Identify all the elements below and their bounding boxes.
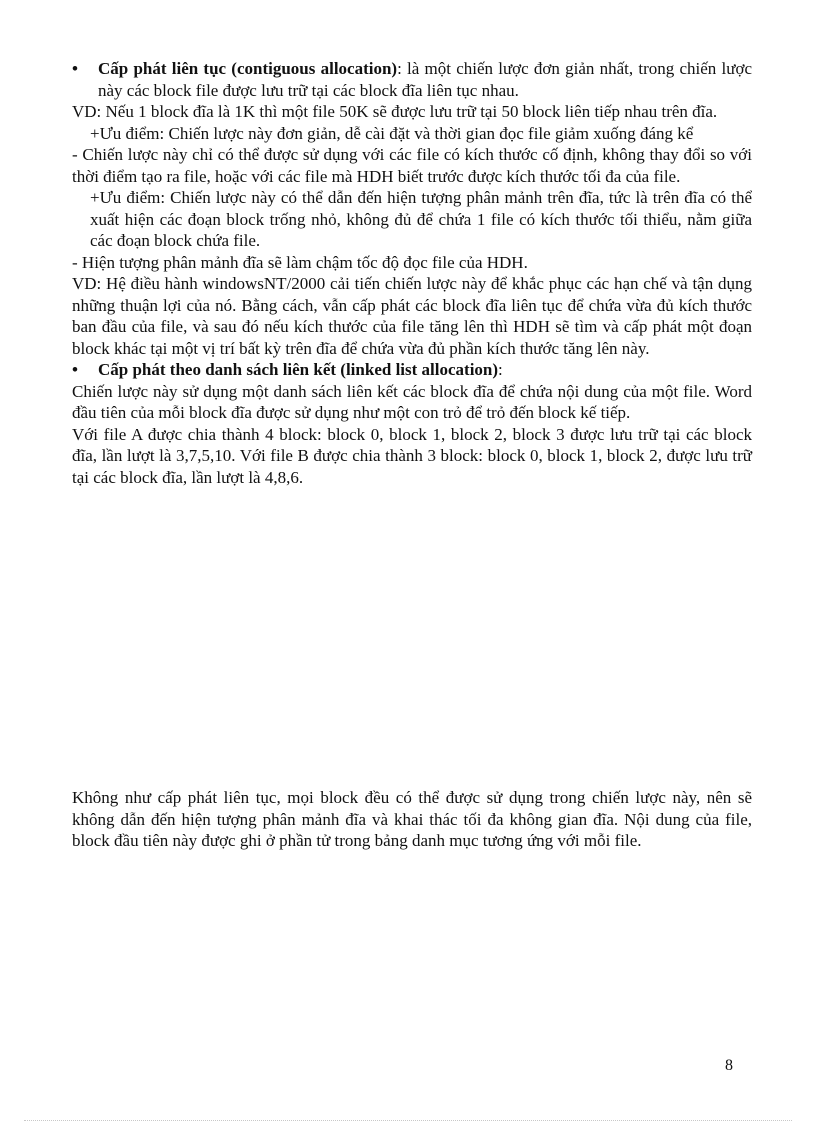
- linked-list-colon: :: [498, 360, 503, 379]
- contiguous-heading: Cấp phát liên tục (contiguous allocation): [98, 59, 398, 78]
- bullet-icon: •: [72, 59, 78, 78]
- restriction-paragraph: - Chiến lược này chỉ có thể được sử dụng với các file có kích thước cố định, không thay đổi so với thời điểm tạo ra file, hoặc với các file mà HDH biết trước được kích thước tối đa của file.: [72, 145, 752, 186]
- contiguous-paragraph: [98, 58, 752, 101]
- bullet-linked-list: [72, 359, 752, 381]
- linked-list-heading: Cấp phát theo danh sách liên kết (linked list allocation): [98, 360, 499, 379]
- example-paragraph-3: Với file A được chia thành 4 block: block 0, block 1, block 2, block 3 được lưu trữ tại các block đĩa, lần lượt là 3,7,5,10. Với file B được chia thành 3 block: block 0, block 1, block 2, được lưu trữ tại các block đĩa, lần lượt là 4,8,6.: [72, 424, 752, 487]
- bullet-contiguous: [72, 58, 752, 101]
- page-bottom-divider: [24, 1120, 792, 1121]
- advantage-paragraph: +Ưu điểm: Chiến lược này đơn giản, dễ cài đặt và thời gian đọc file giảm xuống đáng kể: [90, 123, 694, 143]
- example-paragraph-2: VD: Hệ điều hành windowsNT/2000 cải tiến chiến lược này để khắc phục các hạn chế và tận dụng những thuận lợi của nó. Bằng cách, vẫn cấp phát các block đĩa liên tục để chứa vừa đủ kích thước ban đầu của file, và sau đó nếu kích thước của file tăng lên thì HDH sẽ tìm và cấp phát một đoạn block khác tại một vị trí bất kỳ trên đĩa để chứa vừa đủ phần kích thước tăng lên này.: [72, 274, 752, 358]
- example-paragraph-1: VD: Nếu 1 block đĩa là 1K thì một file 50K sẽ được lưu trữ tại 50 block liên tiếp nhau trên đĩa.: [72, 102, 718, 121]
- linked-list-paragraph-head: [98, 359, 752, 381]
- document-page: [72, 58, 752, 852]
- disadvantage-paragraph: +Ưu điểm: Chiến lược này có thể dẫn đến hiện tượng phân mảnh trên đĩa, tức là trên đĩa có thể xuất hiện các đoạn block trống nhỏ, không đủ để chứa 1 file có kích thước tối thiểu, nằm giữa các đoạn block chứa file.: [90, 188, 752, 250]
- page-number: 8: [725, 1057, 733, 1074]
- bullet-icon: •: [72, 360, 78, 379]
- fragmentation-paragraph: - Hiện tượng phân mảnh đĩa sẽ làm chậm tốc độ đọc file của HDH.: [72, 252, 528, 272]
- conclusion-paragraph: Không như cấp phát liên tục, mọi block đều có thể được sử dụng trong chiến lược này, nên sẽ không dẫn đến hiện tượng phân mảnh đĩa và khai thác tối đa không gian đĩa. Nội dung của file, block đầu tiên này được ghi ở phần tử trong bảng danh mục tương ứng với mỗi file.: [72, 788, 752, 850]
- figure-space: [72, 488, 752, 787]
- contiguous-text: : là một chiến lược đơn giản nhất, trong chiến lược này các block file được lưu trữ tại các block đĩa liên tục nhau.: [98, 59, 752, 100]
- linked-list-paragraph: Chiến lược này sử dụng một danh sách liên kết các block đĩa để chứa nội dung của một file. Word đầu tiên của mỗi block đĩa được sử dụng như một con trỏ để trỏ đến block kế tiếp.: [72, 381, 752, 422]
